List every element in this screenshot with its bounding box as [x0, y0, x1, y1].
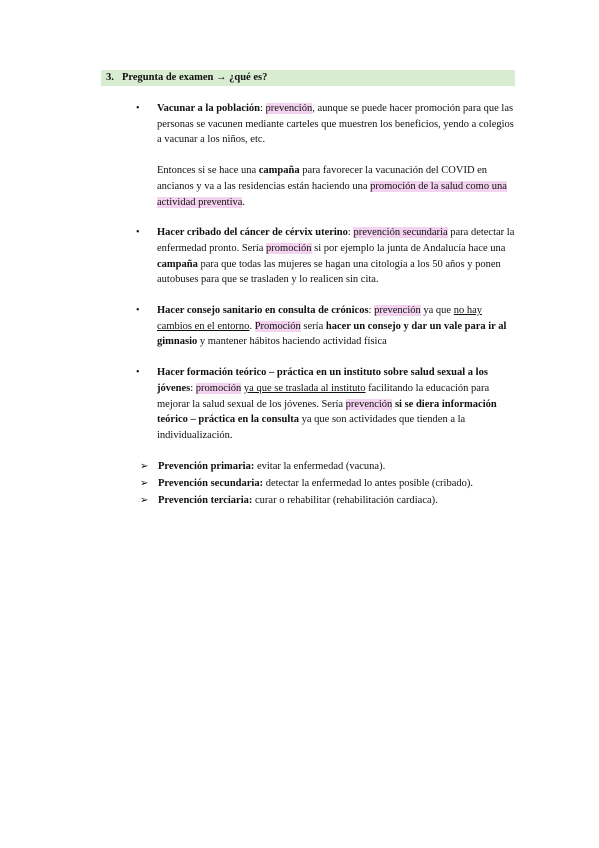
- example-paragraph: [157, 101, 516, 148]
- section-heading: [101, 70, 515, 86]
- bullet-icon: •: [136, 103, 140, 114]
- text: .: [249, 320, 255, 332]
- example-title: Vacunar a la población: [157, 103, 260, 114]
- arrow-bullet-icon: ➢: [140, 478, 149, 489]
- example-paragraph: [157, 303, 516, 350]
- highlight: prevención: [265, 103, 313, 114]
- text: si por ejemplo la junta de Andalucía hace una: [311, 242, 506, 254]
- text: para que todas las mujeres se hagan una citología a los 50 años y ponen autobuses para que se trasladen y lo realicen sin cita.: [157, 258, 501, 286]
- bold-text: hacer un consejo y dar un vale para ir al gimnasio: [157, 320, 507, 348]
- text: :: [260, 103, 266, 114]
- definition-tertiary: [140, 492, 540, 509]
- example-item-vaccination: [136, 101, 516, 210]
- definition-primary: [140, 458, 540, 475]
- example-item-screening: [136, 225, 516, 288]
- definition-term: Prevención primaria:: [158, 461, 255, 472]
- text: :: [347, 227, 354, 239]
- definition-text: curar o rehabilitar (rehabilitación cardiaca).: [252, 495, 438, 506]
- bold-text: campaña: [258, 165, 300, 177]
- text: facilitando la educación para mejorar la salud sexual de los jóvenes. Sería: [157, 382, 490, 410]
- example-item-counseling: [136, 303, 516, 350]
- highlight: prevención secundaria: [353, 227, 448, 239]
- definition-term: Prevención secundaria:: [158, 478, 264, 489]
- arrow-bullet-icon: ➢: [140, 495, 149, 506]
- text: Entonces si se hace una: [157, 165, 259, 177]
- highlight: prevención: [374, 305, 421, 317]
- section-title: Pregunta de examen → ¿qué es?: [122, 72, 268, 83]
- example-paragraph: [157, 163, 516, 210]
- section-number: 3.: [106, 72, 114, 83]
- bullet-icon: •: [136, 227, 140, 239]
- text: , aunque se puede hacer promoción para que las personas se vacunen mediante carteles que muestren los beneficios, yendo a colegios a vacunar a los niños, etc.: [157, 103, 514, 146]
- bullet-icon: •: [136, 305, 140, 317]
- underlined-text: no hay cambios en el entorno: [157, 305, 482, 332]
- text: :: [368, 305, 375, 317]
- definition-text: detectar la enfermedad lo antes posible (cribado).: [263, 478, 473, 489]
- highlight: Promoción: [254, 320, 301, 332]
- text: ya que son actividades que tienden a la individualización.: [157, 414, 466, 441]
- highlight: prevención: [345, 398, 393, 410]
- definition-secondary: [140, 475, 540, 492]
- example-title: Hacer consejo sanitario en consulta de crónicos: [157, 305, 369, 317]
- text: .: [242, 196, 246, 208]
- example-title: Hacer formación teórico – práctica en un instituto sobre salud sexual a los jóvenes: [157, 367, 488, 394]
- highlight: promoción de la salud como una actividad preventiva: [157, 180, 507, 208]
- example-paragraph: [157, 365, 516, 444]
- text: para detectar la enfermedad pronto. Sería: [157, 227, 515, 254]
- text: y mantener hábitos haciendo actividad física: [197, 336, 387, 348]
- highlight: promoción: [195, 382, 242, 394]
- definition-term: Prevención terciaria:: [158, 495, 253, 506]
- text: ya que: [420, 305, 454, 317]
- definitions-list: [140, 458, 540, 509]
- text: sería: [300, 320, 326, 332]
- highlight: promoción: [266, 242, 312, 254]
- text: para favorecer la vacunación del COVID en ancianos y va a las residencias están haciendo una: [157, 165, 488, 192]
- bold-text: campaña: [157, 258, 198, 270]
- example-paragraph: [157, 225, 516, 288]
- example-list: [136, 101, 516, 444]
- bullet-icon: •: [136, 367, 140, 379]
- definition-text: evitar la enfermedad (vacuna).: [254, 461, 386, 472]
- text: :: [190, 382, 196, 394]
- underlined-text: ya que se traslada al instituto: [243, 382, 366, 394]
- arrow-bullet-icon: ➢: [140, 461, 149, 472]
- bold-text: si se diera información teórico – práctica en la consulta: [157, 398, 497, 426]
- example-title: Hacer cribado del cáncer de cérvix uterino: [157, 227, 348, 239]
- example-item-education: [136, 365, 516, 444]
